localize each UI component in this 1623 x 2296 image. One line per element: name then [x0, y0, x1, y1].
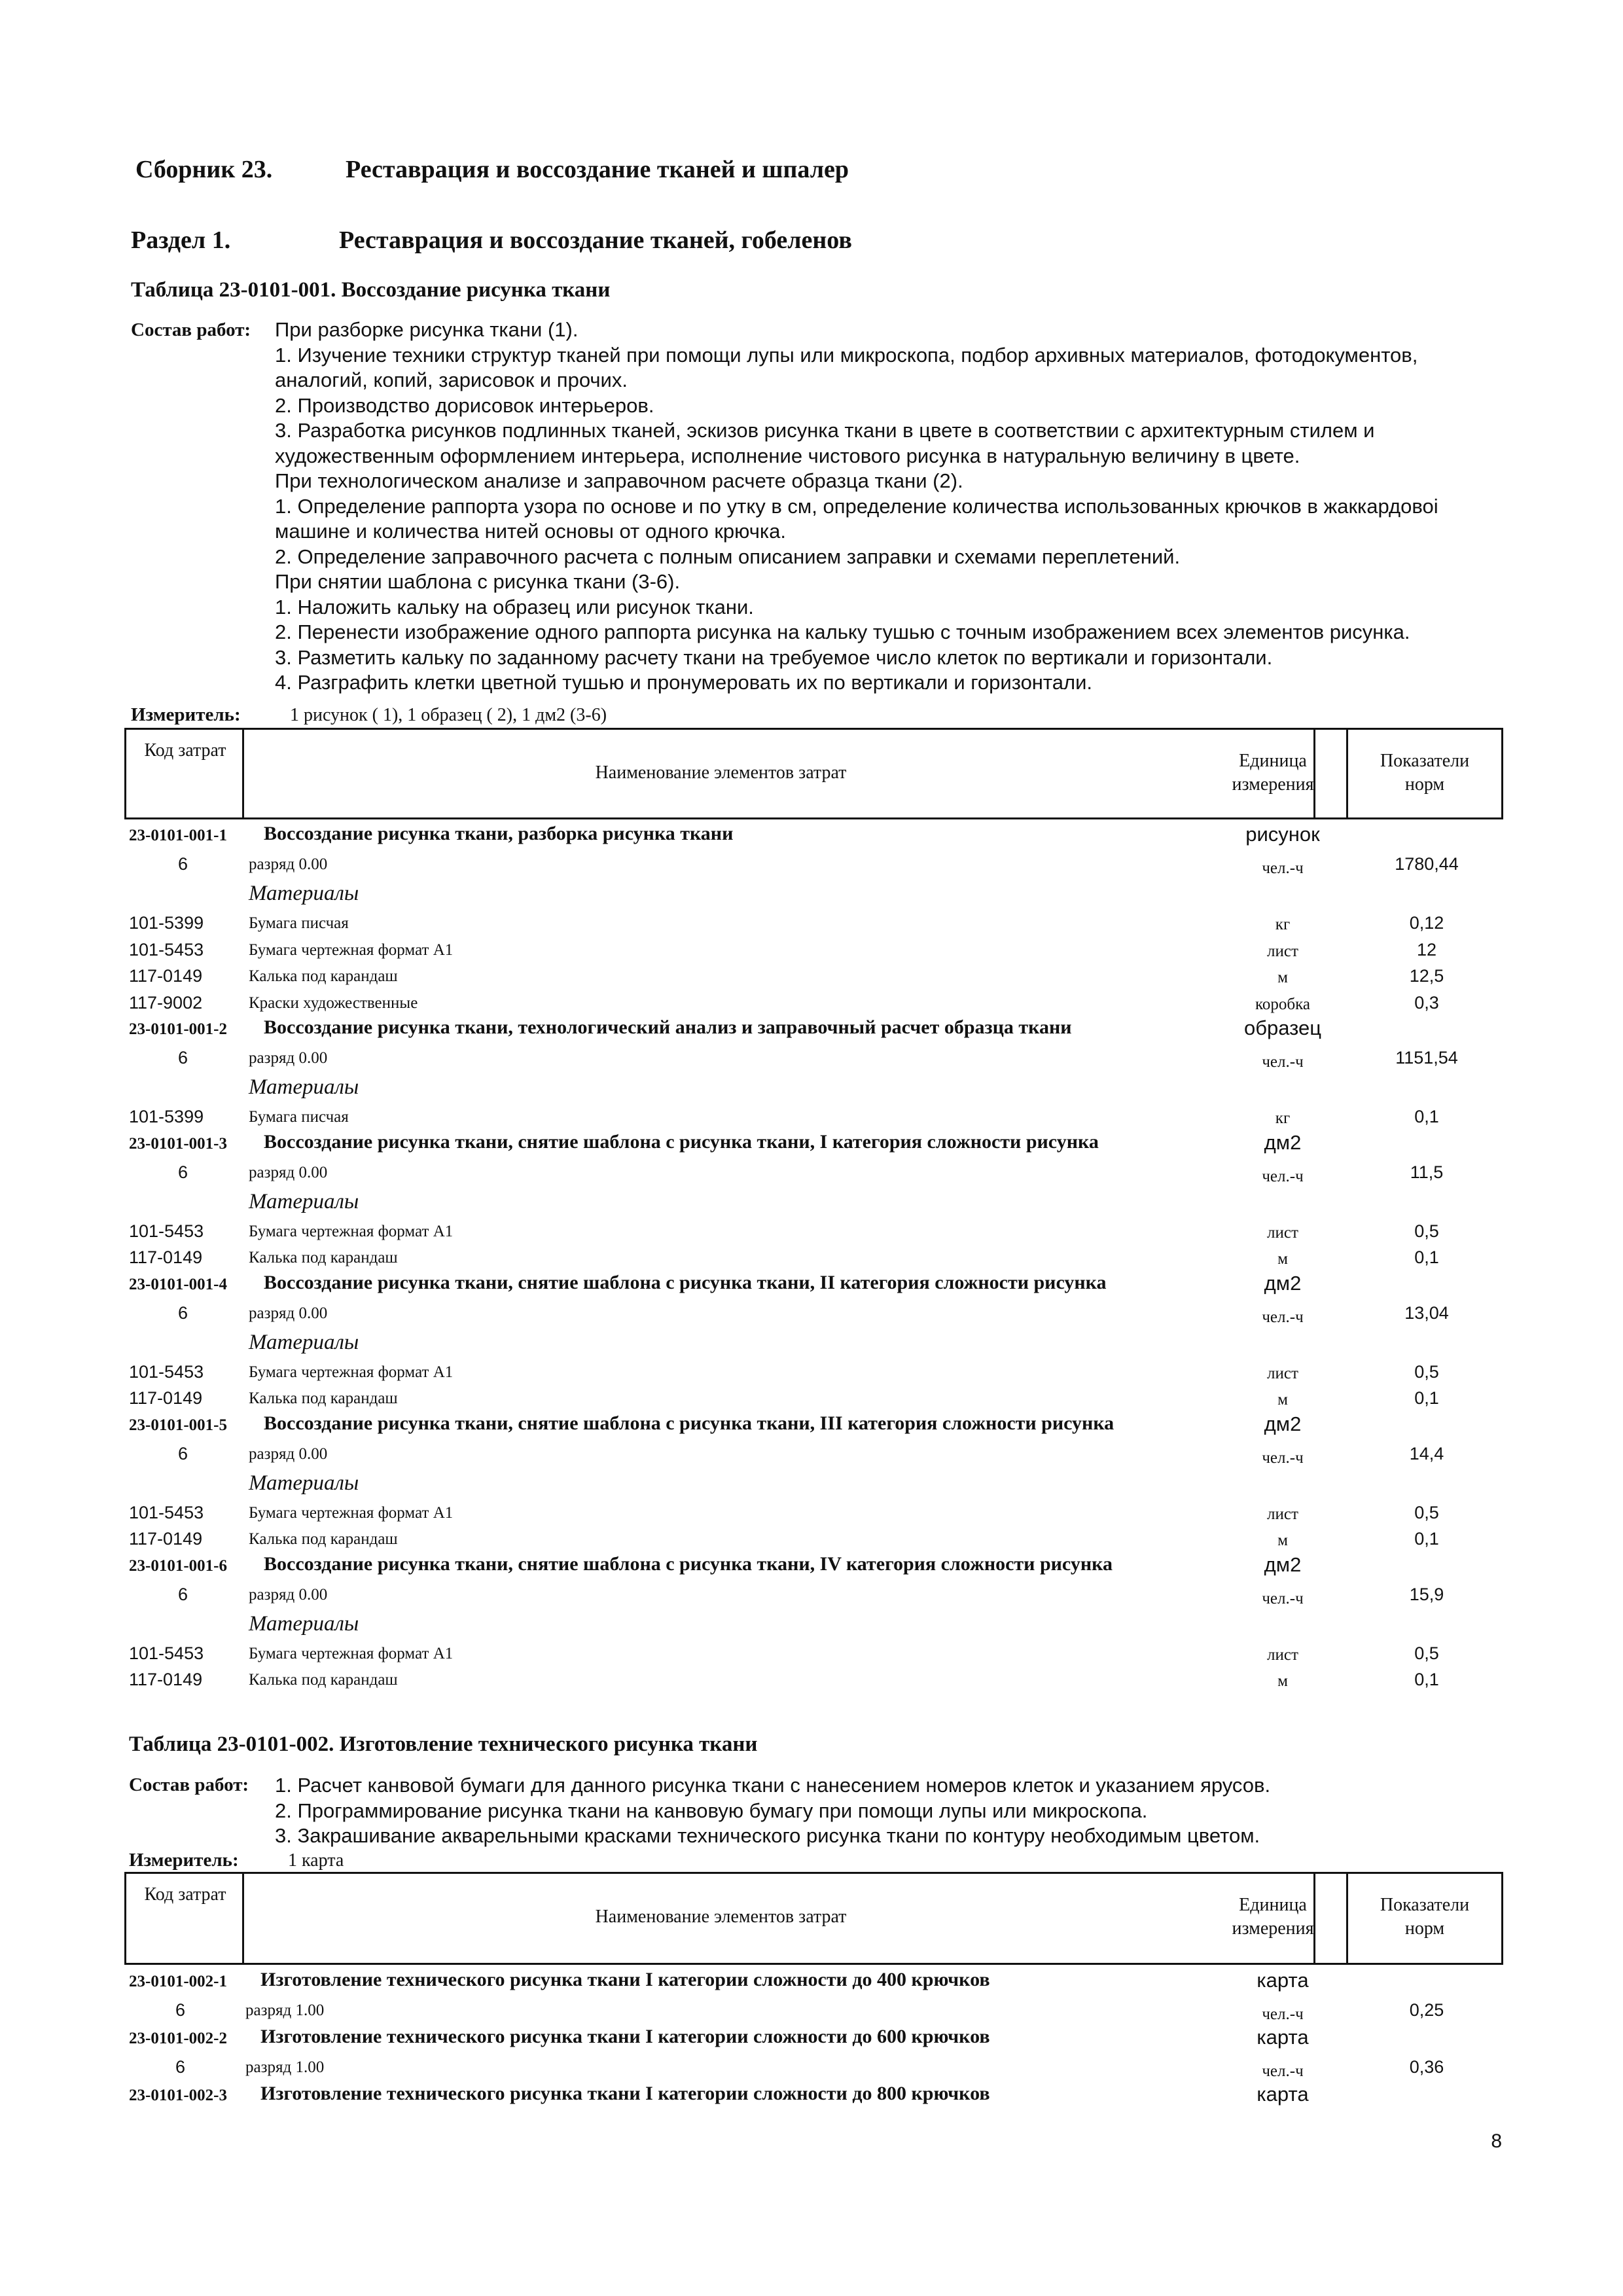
row-unit: карта — [1257, 2026, 1309, 2049]
row-unit: чел.-ч — [1262, 1308, 1304, 1326]
row-name: Воссоздание рисунка ткани, снятие шаблона с рисунка ткани, I категория сложности рисунка — [264, 1130, 1099, 1153]
table1-header — [124, 728, 1503, 819]
work-line: При технологическом анализе и заправочном расчете образца ткани (2). — [275, 469, 963, 492]
row-code: 6 — [178, 1162, 188, 1182]
table-row — [0, 1667, 1623, 1693]
work-line: художественным оформлением интерьера, исполнение чистового рисунка в натуральную величину в цвете. — [275, 444, 1300, 467]
row-group-name: Материалы — [249, 1611, 359, 1636]
row-unit: лист — [1267, 1505, 1298, 1523]
row-value: 0,1 — [1414, 1670, 1439, 1689]
table-row — [0, 1359, 1623, 1386]
row-value: 12 — [1416, 939, 1437, 960]
row-name: разряд 0.00 — [249, 855, 328, 873]
table-row — [0, 1160, 1623, 1186]
row-code: 23-0101-002-3 — [129, 2087, 227, 2104]
row-code: 101-5453 — [129, 1502, 204, 1522]
row-name: разряд 0.00 — [249, 1444, 328, 1463]
row-unit: чел.-ч — [1262, 1448, 1304, 1467]
row-value: 1151,54 — [1395, 1048, 1458, 1067]
work-line: 3. Разметить кальку по заданному расчету ткани на требуемое число клеток по вертикали и горизонтали. — [275, 645, 1273, 669]
row-unit: дм2 — [1264, 1412, 1302, 1435]
row-value: 1780,44 — [1395, 854, 1459, 874]
row-unit: дм2 — [1264, 1271, 1302, 1295]
table-row — [0, 1104, 1623, 1130]
row-code: 23-0101-002-1 — [129, 1973, 227, 1990]
table1-work-label: Состав работ: — [131, 319, 251, 340]
row-code: 23-0101-001-2 — [129, 1020, 227, 1038]
row-name: Бумага чертежная формат А1 — [249, 941, 454, 959]
table-row — [0, 910, 1623, 937]
table-row — [0, 1526, 1623, 1552]
row-unit: м — [1277, 1672, 1288, 1690]
row-code: 6 — [178, 1584, 188, 1604]
table-row — [0, 937, 1623, 963]
row-name: Калька под карандаш — [249, 967, 398, 985]
col-unit-header: Единица измерения — [1232, 751, 1314, 795]
table-section-row — [0, 2083, 1623, 2109]
table-section-row — [0, 1272, 1623, 1298]
row-unit: дм2 — [1264, 1130, 1302, 1154]
table-section-row — [0, 1969, 1623, 1995]
row-code: 6 — [178, 1443, 188, 1463]
row-code: 6 — [178, 854, 188, 874]
row-value: 0,5 — [1414, 1502, 1439, 1522]
row-name: Калька под карандаш — [249, 1390, 398, 1407]
collection-label: Сборник 23. — [135, 156, 273, 183]
table-section-row — [0, 1553, 1623, 1579]
row-code: 117-0149 — [129, 1529, 203, 1549]
work-line: 3. Разработка рисунков подлинных тканей, эскизов рисунка ткани в цвете в соответствии с архитектурным стилем и — [275, 419, 1375, 442]
work-line: 1. Расчет канвовой бумаги для данного рисунка ткани с нанесением номеров клеток и указанием ярусов. — [275, 1774, 1271, 1797]
row-value: 13,04 — [1404, 1302, 1449, 1323]
row-code: 117-0149 — [129, 1247, 203, 1267]
table-section-row — [0, 1016, 1623, 1043]
row-name: Калька под карандаш — [249, 1671, 398, 1689]
work-line: 2. Программирование рисунка ткани на канвовую бумагу при помощи лупы или микроскопа. — [275, 1799, 1148, 1822]
row-code: 6 — [178, 1048, 188, 1067]
table-row — [0, 1441, 1623, 1467]
row-value: 0,25 — [1409, 2000, 1444, 2020]
table-row — [0, 852, 1623, 878]
row-unit: чел.-ч — [1262, 2062, 1304, 2080]
table-row — [0, 1641, 1623, 1667]
row-name: Бумага чертежная формат А1 — [249, 1503, 454, 1522]
table-group-row — [0, 882, 1623, 908]
table1-meter-value: 1 рисунок ( 1), 1 образец ( 2), 1 дм2 (3-6) — [290, 705, 607, 725]
row-name: Изготовление технического рисунка ткани I категории сложности до 600 крючков — [260, 2026, 990, 2047]
row-name: Бумага писчая — [249, 1108, 349, 1126]
row-name: Калька под карандаш — [249, 1249, 398, 1266]
work-line: 1. Наложить кальку на образец или рисунок ткани. — [275, 595, 754, 619]
table-row — [0, 1045, 1623, 1071]
row-name: Калька под карандаш — [249, 1530, 398, 1548]
col-name-header: Наименование элементов затрат — [595, 762, 847, 783]
row-code: 101-5453 — [129, 1643, 204, 1663]
work-line: машине и количества нитей основы от одного крючка. — [275, 520, 786, 543]
col-unit-header: Единица измерения — [1232, 1895, 1314, 1939]
row-value: 0,5 — [1414, 1361, 1439, 1382]
row-code: 6 — [175, 2000, 186, 2020]
page-number: 8 — [1491, 2130, 1502, 2152]
row-unit: лист — [1267, 1645, 1298, 1664]
row-code: 101-5399 — [129, 913, 204, 933]
row-value: 0,36 — [1409, 2057, 1444, 2077]
table1-work-list — [275, 317, 1438, 696]
row-code: 117-0149 — [129, 1670, 203, 1689]
col-name-header: Наименование элементов затрат — [595, 1907, 847, 1927]
row-unit: лист — [1267, 1223, 1298, 1242]
section-title: Реставрация и воссоздание тканей, гобеленов — [339, 226, 852, 254]
row-name: Воссоздание рисунка ткани, технологический анализ и заправочный расчет образца ткани — [264, 1016, 1072, 1038]
row-group-name: Материалы — [249, 1075, 359, 1099]
work-line: 4. Разграфить клетки цветной тушью и пронумеровать их по вертикали и горизонтали. — [275, 671, 1093, 694]
work-line: аналогий, копий, зарисовок и прочих. — [275, 368, 628, 391]
table-row — [0, 1386, 1623, 1412]
row-name: Бумага чертежная формат А1 — [249, 1222, 454, 1240]
row-code: 23-0101-001-3 — [129, 1134, 227, 1153]
row-name: разряд 0.00 — [249, 1304, 328, 1322]
row-group-name: Материалы — [249, 1330, 359, 1354]
row-group-name: Материалы — [249, 1189, 359, 1213]
table-section-row — [0, 823, 1623, 849]
row-name: Изготовление технического рисунка ткани I категории сложности до 800 крючков — [260, 2083, 990, 2104]
row-name: Воссоздание рисунка ткани, снятие шаблона с рисунка ткани, IV категория сложности рисунка — [264, 1552, 1113, 1575]
row-code: 117-0149 — [129, 966, 203, 986]
row-name: разряд 0.00 — [249, 1585, 328, 1604]
row-code: 23-0101-001-6 — [129, 1556, 227, 1575]
row-unit: рисунок — [1245, 823, 1320, 846]
row-value: 12,5 — [1409, 966, 1444, 986]
row-unit: карта — [1257, 2083, 1309, 2106]
table-section-row — [0, 1131, 1623, 1157]
row-value: 15,9 — [1409, 1584, 1444, 1604]
row-value: 0,1 — [1414, 1107, 1439, 1126]
table-group-row — [0, 1190, 1623, 1216]
row-name: Воссоздание рисунка ткани, снятие шаблона с рисунка ткани, II категория сложности рисунка — [264, 1271, 1107, 1293]
table-row — [0, 1500, 1623, 1526]
row-name: Воссоздание рисунка ткани, разборка рисунка ткани — [264, 823, 734, 844]
work-line: 2. Перенести изображение одного раппорта рисунка на кальку тушью с точным изображением всех элементов рисунка. — [275, 620, 1410, 643]
table-row — [0, 1245, 1623, 1271]
row-unit: образец — [1244, 1016, 1321, 1039]
row-unit: кг — [1275, 916, 1291, 933]
row-name: разряд 0.00 — [249, 1049, 328, 1067]
row-unit: м — [1277, 969, 1288, 986]
table2-work-label: Состав работ: — [129, 1774, 249, 1795]
work-line: 1. Определение раппорта узора по основе и по утку в см, определение количества использованных крючков в жаккардовоі — [275, 494, 1438, 518]
table-group-row — [0, 1331, 1623, 1357]
row-value: 0,5 — [1414, 1643, 1439, 1663]
work-line: 2. Определение заправочного расчета с полным описанием заправки и схемами переплетений. — [275, 545, 1181, 568]
row-value: 0,5 — [1414, 1221, 1439, 1241]
row-code: 6 — [175, 2057, 186, 2077]
table-row — [0, 963, 1623, 990]
col-value-header: Показатели норм — [1380, 751, 1470, 795]
section-label: Раздел 1. — [131, 226, 231, 254]
table1-meter-label: Измеритель: — [131, 704, 241, 725]
row-unit: лист — [1267, 1364, 1298, 1382]
table2-title: Таблица 23-0101-002. Изготовление технического рисунка ткани — [129, 1732, 758, 1756]
work-line: 3. Закрашивание акварельными красками технического рисунка ткани по контуру необходимым цветом. — [275, 1824, 1260, 1847]
table-row — [0, 1219, 1623, 1245]
table-row — [0, 1998, 1623, 2024]
table-section-row — [0, 1412, 1623, 1439]
table-row — [0, 2054, 1623, 2081]
row-group-name: Материалы — [249, 882, 359, 905]
row-name: Бумага чертежная формат А1 — [249, 1363, 454, 1381]
row-code: 117-9002 — [129, 992, 203, 1013]
row-unit: карта — [1257, 1969, 1309, 1992]
row-name: разряд 1.00 — [245, 2058, 325, 2076]
col-code-header: Код затрат — [144, 740, 226, 761]
table2-meter-value: 1 карта — [288, 1850, 344, 1871]
row-name: Бумага чертежная формат А1 — [249, 1644, 454, 1662]
row-unit: коробка — [1255, 995, 1310, 1013]
row-unit: м — [1277, 1250, 1288, 1268]
row-value: 14,4 — [1409, 1443, 1444, 1463]
collection-title: Реставрация и воссоздание тканей и шпалер — [346, 156, 849, 183]
row-name: Изготовление технического рисунка ткани I категории сложности до 400 крючков — [260, 1969, 990, 1990]
row-unit: м — [1277, 1532, 1288, 1549]
table2-header — [124, 1872, 1503, 1965]
col-code-header: Код затрат — [144, 1884, 226, 1905]
table-section-row — [0, 2026, 1623, 2052]
row-code: 101-5399 — [129, 1107, 204, 1126]
row-value: 0,1 — [1414, 1529, 1439, 1549]
col-value-header: Показатели норм — [1380, 1895, 1470, 1939]
row-value: 11,5 — [1410, 1162, 1444, 1182]
row-unit: кг — [1275, 1109, 1291, 1127]
row-unit: дм2 — [1264, 1552, 1302, 1576]
row-name: Бумага писчая — [249, 914, 349, 932]
table-row — [0, 1582, 1623, 1608]
row-code: 6 — [178, 1302, 188, 1323]
row-unit: чел.-ч — [1262, 1053, 1304, 1071]
table1-title: Таблица 23-0101-001. Воссоздание рисунка ткани — [131, 278, 611, 302]
row-value: 0,3 — [1414, 992, 1439, 1013]
table-group-row — [0, 1075, 1623, 1102]
table-group-row — [0, 1471, 1623, 1498]
work-line: 2. Производство дорисовок интерьеров. — [275, 393, 654, 417]
row-unit: чел.-ч — [1262, 859, 1304, 877]
row-code: 23-0101-001-5 — [129, 1416, 227, 1434]
row-unit: м — [1277, 1391, 1288, 1408]
work-line: При снятии шаблона с рисунка ткани (3-6). — [275, 570, 681, 593]
row-code: 117-0149 — [129, 1388, 203, 1408]
row-unit: лист — [1267, 942, 1298, 960]
work-line: При разборке рисунка ткани (1). — [275, 318, 579, 341]
row-code: 101-5453 — [129, 939, 204, 960]
row-unit: чел.-ч — [1262, 2005, 1304, 2023]
work-line: 1. Изучение техники структур тканей при помощи лупы или микроскопа, подбор архивных материалов, фотодокументов, — [275, 343, 1418, 367]
row-code: 23-0101-001-1 — [129, 827, 227, 844]
table-row — [0, 1300, 1623, 1327]
row-name: разряд 0.00 — [249, 1163, 328, 1181]
table-group-row — [0, 1612, 1623, 1638]
table2-work-list — [275, 1773, 1270, 1849]
table2-meter-label: Измеритель: — [129, 1850, 239, 1871]
row-value: 0,1 — [1414, 1388, 1439, 1408]
row-unit: чел.-ч — [1262, 1589, 1304, 1607]
row-name: Воссоздание рисунка ткани, снятие шаблона с рисунка ткани, III категория сложности рисунка — [264, 1412, 1115, 1434]
table-row — [0, 990, 1623, 1016]
row-unit: чел.-ч — [1262, 1167, 1304, 1185]
row-name: разряд 1.00 — [245, 2001, 325, 2019]
row-name: Краски художественные — [249, 994, 418, 1012]
row-code: 101-5453 — [129, 1361, 204, 1382]
row-value: 0,1 — [1414, 1247, 1439, 1267]
row-code: 23-0101-001-4 — [129, 1275, 227, 1293]
row-group-name: Материалы — [249, 1471, 359, 1495]
row-value: 0,12 — [1409, 913, 1444, 933]
row-code: 101-5453 — [129, 1221, 204, 1241]
row-code: 23-0101-002-2 — [129, 2030, 227, 2047]
